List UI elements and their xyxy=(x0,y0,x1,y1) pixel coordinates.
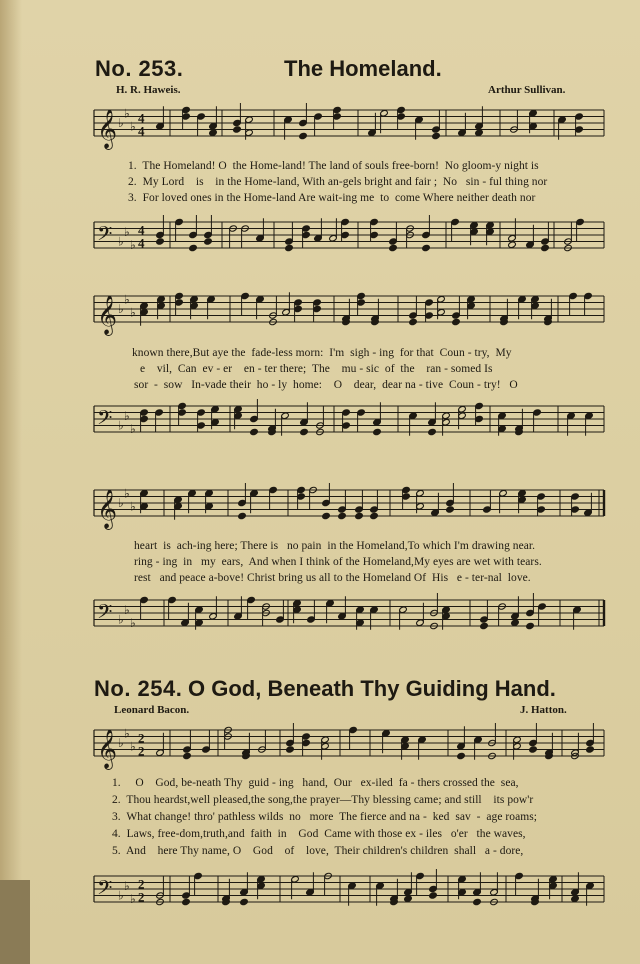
note-head xyxy=(511,619,520,626)
note-head xyxy=(250,428,259,435)
hymn-title-253: The Homeland. xyxy=(284,56,442,81)
bass-clef-icon: 𝄢 xyxy=(97,222,113,250)
note-head xyxy=(586,746,595,753)
note-head xyxy=(182,898,191,905)
flat-icon: ♭ xyxy=(118,418,124,433)
flat-icon: ♭ xyxy=(124,486,130,501)
note-head xyxy=(299,132,308,139)
time-signature-bottom: 4 xyxy=(138,123,145,139)
note-head xyxy=(480,622,489,629)
flat-icon: ♭ xyxy=(118,736,124,750)
note-head xyxy=(373,428,382,435)
flat-icon: ♭ xyxy=(130,421,136,436)
verse-line: e vil, Can ev - er en - ter there; The mu - sic of the ran - somed Is xyxy=(140,363,493,375)
time-signature-top: 4 xyxy=(138,110,145,126)
note-head xyxy=(286,746,295,753)
flat-icon: ♭ xyxy=(124,292,130,307)
time-signature-bottom: 2 xyxy=(138,743,145,759)
note-head xyxy=(322,512,331,519)
note-head xyxy=(355,512,364,519)
treble-clef-icon: 𝄞 xyxy=(97,109,118,149)
flat-icon: ♭ xyxy=(118,888,124,903)
note-head xyxy=(452,318,461,325)
flat-icon: ♭ xyxy=(130,499,136,514)
flat-icon: ♭ xyxy=(124,726,130,741)
verse-line: heart is ach-ing here; There is no pain in the Homeland,To which I'm drawing near. xyxy=(134,540,536,552)
note-head xyxy=(526,622,535,629)
verse-line: known there,But aye the fade-less morn: I'm sigh - ing for that Coun - try, My xyxy=(132,347,512,359)
flat-icon: ♭ xyxy=(130,119,136,134)
note-head xyxy=(338,512,347,519)
note-head xyxy=(233,126,242,133)
verse-line: 4. Laws, free-dom,truth,and faith in God Came with those ex - iles o'er the waves, xyxy=(112,828,526,840)
verse-line: ring - ing in my ears, And when I think of the Homeland,My eyes are wet with tears. xyxy=(134,556,542,568)
time-signature-bottom: 2 xyxy=(138,889,145,905)
verse-line: sor - sow In-vade their ho - ly home: O dear, dear na - tive Coun - try! O xyxy=(134,379,518,391)
note-head xyxy=(240,898,249,905)
words-credit-253: H. R. Haweis. xyxy=(116,84,181,96)
words-credit-254: Leonard Bacon. xyxy=(114,704,190,716)
time-signature-top: 2 xyxy=(138,730,145,746)
verse-line: 3. What change! thro' pathless wilds no more The fierce and na - ked sav - age roams; xyxy=(112,811,538,823)
note-head xyxy=(409,318,418,325)
flat-icon: ♭ xyxy=(118,612,124,627)
note-head xyxy=(432,132,441,139)
note-head xyxy=(541,244,550,251)
flat-icon: ♭ xyxy=(124,106,130,121)
hymn-title-254: O God, Beneath Thy Guiding Hand. xyxy=(188,676,556,701)
note-head xyxy=(508,241,517,248)
flat-icon: ♭ xyxy=(130,305,136,320)
note-head xyxy=(428,428,437,435)
note-head xyxy=(571,895,580,902)
note-head xyxy=(529,746,538,753)
verse-line: 5. And here Thy name, O God of love, Their children's children shall a - dore, xyxy=(112,845,524,857)
note-head xyxy=(429,892,438,899)
flat-icon: ♭ xyxy=(118,116,124,130)
treble-clef-icon: 𝄞 xyxy=(97,489,118,529)
time-signature-bottom: 4 xyxy=(138,235,145,251)
verse-line: rest and peace a-bove! Christ bring us all to the Homeland Of His e - ter-nal love. xyxy=(134,572,531,584)
flat-icon: ♭ xyxy=(118,234,124,249)
note-head xyxy=(238,512,247,519)
note-head xyxy=(204,238,213,245)
bass-clef-icon: 𝄢 xyxy=(97,876,113,904)
treble-clef-icon: 𝄞 xyxy=(97,729,118,769)
bass-clef-icon: 𝄢 xyxy=(97,600,113,628)
note-head xyxy=(209,129,218,136)
note-head xyxy=(189,244,198,251)
note-head xyxy=(473,898,482,905)
note-head xyxy=(300,428,309,435)
note-head xyxy=(404,895,413,902)
note-head xyxy=(389,244,398,251)
music-credit-253: Arthur Sullivan. xyxy=(488,84,566,96)
verse-line: 2. Thou heardst,well pleased,the song,the prayer—Thy blessing came; and still its pow'r xyxy=(112,794,534,806)
flat-icon: ♭ xyxy=(124,224,130,239)
flat-icon: ♭ xyxy=(124,408,130,423)
flat-icon: ♭ xyxy=(124,602,130,617)
note-head xyxy=(370,512,379,519)
music-credit-254: J. Hatton. xyxy=(520,704,567,716)
note-head xyxy=(457,752,466,759)
flat-icon: ♭ xyxy=(130,739,136,754)
hymn-number-254: No. 254. xyxy=(94,676,183,701)
flat-icon: ♭ xyxy=(118,302,124,316)
bass-clef-icon: 𝄢 xyxy=(97,406,113,434)
flat-icon: ♭ xyxy=(124,878,130,893)
note-head xyxy=(422,244,431,251)
hymn-number-253: No. 253. xyxy=(95,56,184,81)
verse-line: 3. For loved ones in the Home-land Are wait-ing me to come Where neither death nor xyxy=(128,192,536,204)
verse-line: 2. My Lord is in the Home-land, With an-gels bright and fair ; No sin - ful thing nor xyxy=(128,176,548,188)
note-head xyxy=(446,506,455,513)
flat-icon: ♭ xyxy=(130,237,136,252)
flat-icon: ♭ xyxy=(118,496,124,510)
note-head xyxy=(285,244,294,251)
treble-clef-icon: 𝄞 xyxy=(97,295,118,335)
note-head xyxy=(156,238,165,245)
flat-icon: ♭ xyxy=(130,891,136,906)
time-signature-top: 4 xyxy=(138,222,145,238)
note-head xyxy=(475,129,484,136)
time-signature-top: 2 xyxy=(138,876,145,892)
note-head xyxy=(183,752,192,759)
verse-line: 1. The Homeland! O the Home-land! The land of souls free-born! No gloom-y night is xyxy=(128,160,539,172)
flat-icon: ♭ xyxy=(130,615,136,630)
verse-line: 1. O God, be-neath Thy guid - ing hand, Our ex-iled fa - thers crossed the sea, xyxy=(112,777,519,789)
